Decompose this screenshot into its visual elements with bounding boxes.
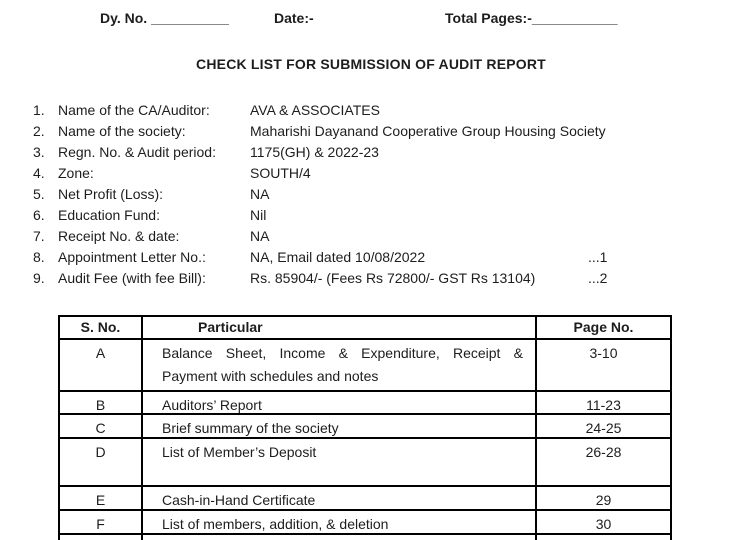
row-sno: A	[60, 340, 143, 390]
item-label: Zone:	[58, 165, 94, 181]
item-label: Regn. No. & Audit period:	[58, 144, 216, 160]
column-header-sno: S. No.	[60, 317, 143, 338]
item-value: NA	[250, 228, 270, 244]
checklist-item-9	[0, 268, 742, 289]
column-header-pages: Page No.	[573, 319, 634, 335]
item-ref	[588, 205, 742, 226]
table-row	[60, 439, 670, 487]
item-ref: ...2	[588, 270, 608, 286]
checklist-item-2	[0, 121, 742, 142]
row-sno: C	[60, 415, 143, 437]
item-value: Nil	[250, 207, 267, 223]
row-particular: List of Member’s Deposit	[143, 439, 537, 485]
item-ref	[588, 226, 742, 247]
page-title: CHECK LIST FOR SUBMISSION OF AUDIT REPORT	[196, 56, 546, 72]
row-pages: 29	[595, 492, 612, 508]
item-value: 1175(GH) & 2022-23	[250, 144, 379, 160]
checklist-item-5	[0, 184, 742, 205]
row-sno: F	[60, 511, 143, 533]
item-value: Rs. 85904/- (Fees Rs 72800/- GST Rs 13104)	[250, 270, 536, 286]
submission-table	[58, 315, 672, 540]
checklist-item-7	[0, 226, 742, 247]
item-number: 5.	[33, 186, 45, 202]
item-value: Maharishi Dayanand Cooperative Group Housing Society	[250, 123, 606, 139]
item-label: Audit Fee (with fee Bill):	[58, 270, 206, 286]
item-label: Receipt No. & date:	[58, 228, 180, 244]
checklist-item-1	[0, 100, 742, 121]
item-label: Name of the CA/Auditor:	[58, 102, 210, 118]
item-ref	[588, 184, 742, 205]
item-number: 2.	[33, 123, 45, 139]
table-row	[60, 487, 670, 511]
date-field: Date:-	[274, 10, 314, 26]
checklist-item-6	[0, 205, 742, 226]
row-particular: Brief summary of the society	[143, 415, 537, 437]
checklist-item-8	[0, 247, 742, 268]
row-particular: Cash-in-Hand Certificate	[143, 487, 537, 509]
table-row	[60, 340, 670, 392]
item-label: Education Fund:	[58, 207, 160, 223]
item-number: 8.	[33, 249, 45, 265]
row-pages: 26-28	[585, 444, 622, 460]
table-header-row	[60, 317, 670, 340]
row-pages: 24-25	[585, 420, 622, 436]
item-ref	[588, 142, 742, 163]
table-row	[60, 511, 670, 535]
item-value: NA	[250, 186, 270, 202]
table-row	[60, 415, 670, 439]
row-sno: E	[60, 487, 143, 509]
item-label: Net Profit (Loss):	[58, 186, 164, 202]
item-value: SOUTH/4	[250, 165, 311, 181]
table-row	[60, 392, 670, 415]
item-ref	[588, 100, 742, 121]
item-value: NA, Email dated 10/08/2022	[250, 249, 426, 265]
row-sno: D	[60, 439, 143, 485]
row-pages: 3-10	[589, 345, 618, 361]
document-header-line	[0, 10, 742, 32]
row-sno: B	[60, 392, 143, 413]
checklist-section	[0, 100, 742, 289]
item-ref: ...1	[588, 249, 608, 265]
item-number: 4.	[33, 165, 45, 181]
total-pages-field: Total Pages:-___________	[445, 10, 618, 26]
item-number: 7.	[33, 228, 45, 244]
item-label: Name of the society:	[58, 123, 186, 139]
item-number: 9.	[33, 270, 45, 286]
particular-line-1: Balance Sheet, Income & Expenditure, Receipt &	[162, 345, 523, 361]
item-value: AVA & ASSOCIATES	[250, 102, 380, 118]
checklist-item-4	[0, 163, 742, 184]
row-particular: List of members, addition, & deletion	[143, 511, 537, 533]
row-pages: 11-23	[586, 397, 621, 413]
item-number: 3.	[33, 144, 45, 160]
item-ref	[588, 163, 742, 184]
item-number: 1.	[33, 102, 45, 118]
row-pages: 30	[595, 516, 612, 532]
row-particular: Auditors’ Report	[143, 392, 537, 413]
item-label: Appointment Letter No.:	[58, 249, 206, 265]
particular-line-2: Payment with schedules and notes	[162, 368, 379, 384]
row-particular	[143, 340, 537, 390]
item-ref	[588, 121, 742, 142]
item-number: 6.	[33, 207, 45, 223]
column-header-particular: Particular	[143, 317, 537, 338]
dy-no-field: Dy. No. __________	[100, 10, 229, 26]
checklist-item-3	[0, 142, 742, 163]
